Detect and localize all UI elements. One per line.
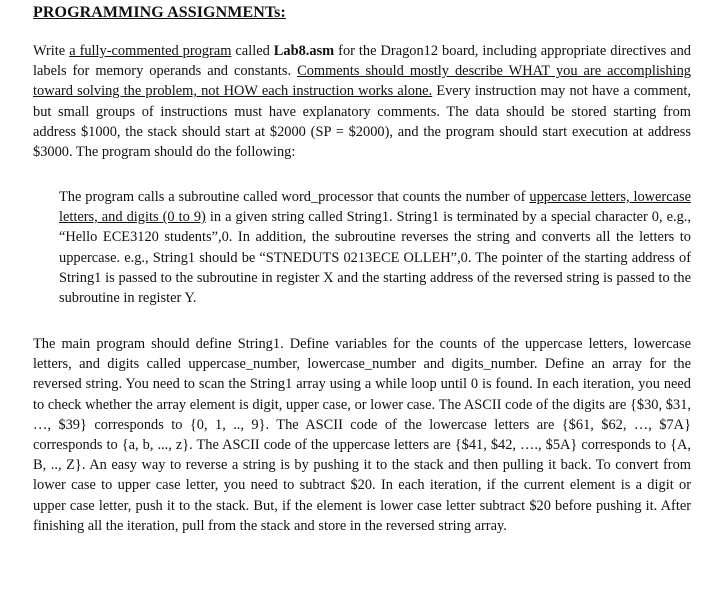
intro-paragraph — [33, 41, 691, 162]
subroutine-paragraph — [59, 187, 691, 308]
subroutine-text-1: The program calls a subroutine called word_processor that counts the number of — [59, 189, 530, 205]
filename: Lab8.asm — [273, 43, 335, 59]
fully-commented-phrase: a fully-commented program — [69, 43, 232, 59]
subroutine-text-2: in a given string called String1. String1 is terminated by a special character 0, e.g., “Hello ECE3120 students”,0. In addition, the subroutine reverses the string and converts all the letters to uppercase. e.g., String1 should be “STNEDUTS 0213ECE OLLEH”,0. The pointer of the starting address of String1 is passed to the subroutine in register X and the starting address of the reversed string is passed to the subroutine in register Y. — [59, 209, 691, 307]
intro-text-1: Write — [33, 43, 70, 59]
intro-text-4: Every instruction may not have a comment, but small groups of instructions must have explanatory comments. The data should be stored starting from address $1000, the stack should start at $2000 (SP = $2000), and the program should start execution at address $3000. The program should do the following: — [33, 83, 691, 161]
section-heading: PROGRAMMING ASSIGNMENTs: — [33, 4, 286, 21]
main-program-paragraph: The main program should define String1. Define variables for the counts of the uppercase letters, lowercase letters, and digits called uppercase_number, lowercase_number and digits_number. Define an array for the reversed string. You need to scan the String1 array using a while loop until 0 is found. In each iteration, you need to check whether the array element is digit, upper case, or lower case. The ASCII code of the digits are {$30, $31, …, $39} corresponds to {0, 1, .., 9}. The ASCII code of the lowercase letters are {$61, $62, …, $7A} corresponds to {a, b, ..., z}. The ASCII code of the uppercase letters are {$41, $42, …., $5A} corresponds to {A, B, .., Z}. An easy way to reverse a string is by pushing it to the stack and then pulling it back. To convert from lower case to upper case letter, you need to subtract $20. In each iteration, if the current element is a digit or upper case letter, push it to the stack. But, if the element is lower case letter subtract $20 before pushing it. After finishing all the iteration, pull from the stack and store in the reversed string array. — [33, 336, 691, 534]
intro-text-3: for the Dragon12 board, including appropriate directives and labels for memory operands and constants. — [33, 43, 691, 80]
intro-text-2: called — [231, 43, 274, 59]
counted-categories: uppercase letters, lowercase letters, and digits (0 to 9) — [59, 189, 691, 226]
comments-guideline: Comments should mostly describe WHAT you are accomplishing toward solving the problem, not HOW each instruction works alone. — [33, 63, 691, 100]
